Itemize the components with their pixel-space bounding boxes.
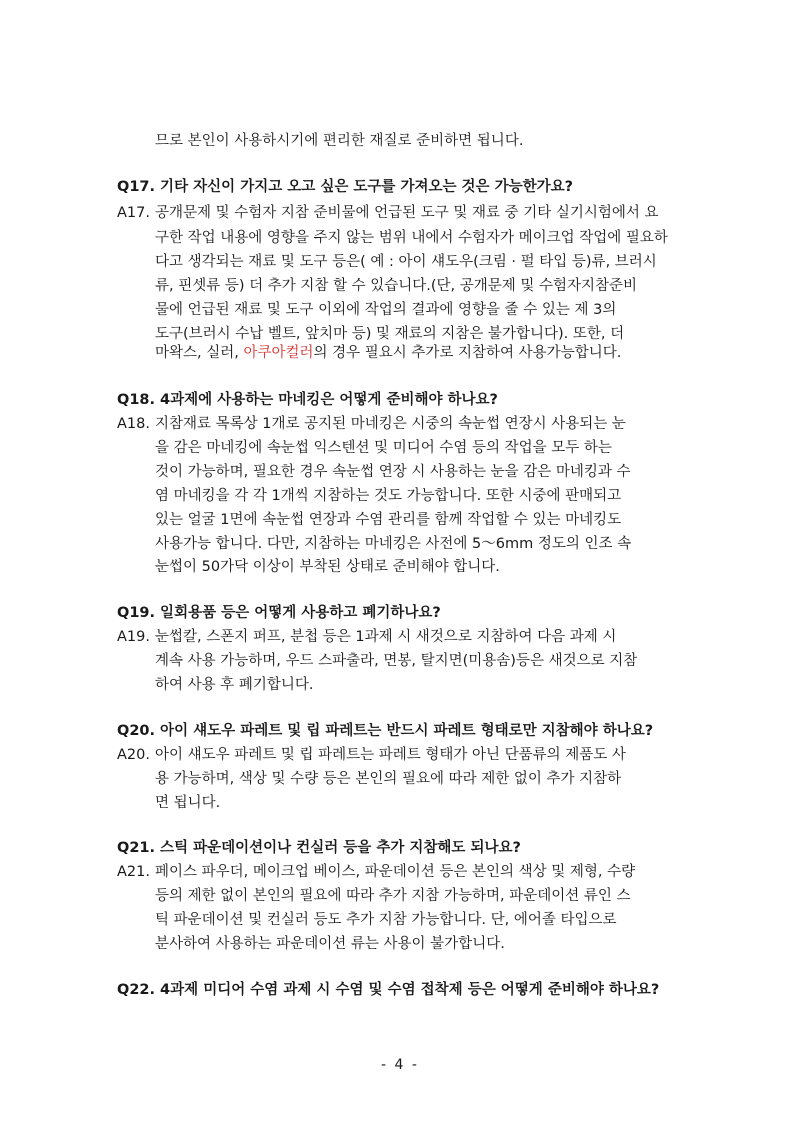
question-17: Q17. 기타 자신이 가지고 오고 싶은 도구를 가져오는 것은 가능한가요?: [117, 179, 574, 195]
answer-tag-18: A18.: [117, 416, 150, 432]
answer-18-line-5: 있는 얼굴 1면에 속눈썹 연장과 수염 관리를 함께 작업할 수 있는 마네킹도: [155, 512, 622, 528]
question-18: Q18. 4과제에 사용하는 마네킹은 어떻게 준비해야 하나요?: [117, 392, 498, 408]
answer-18-line-6: 사용가능 합니다. 다만, 지참하는 마네킹은 사전에 5～6mm 정도의 인조 속: [155, 536, 632, 552]
question-22: Q22. 4과제 미디어 수염 과제 시 수염 및 수염 접착제 등은 어떻게 준비해야 하나요?: [117, 982, 660, 998]
answer-21-line-3: 틱 파운데이션 및 컨실러 등도 추가 지참 가능합니다. 단, 에어졸 타입으로: [155, 912, 617, 928]
answer-19-line-1: 눈썹칼, 스폰지 퍼프, 분첩 등은 1과제 시 새것으로 지참하여 다음 과제 시: [155, 629, 617, 645]
answer-20-line-2: 용 가능하며, 색상 및 수량 등은 본인의 필요에 따라 제한 없이 추가 지참하: [155, 771, 622, 787]
answer-tag-19: A19.: [117, 629, 150, 645]
answer-21-line-4: 분사하여 사용하는 파운데이션 류는 사용이 불가합니다.: [155, 936, 505, 952]
intro-line: 므로 본인이 사용하시기에 편리한 재질로 준비하면 됩니다.: [155, 133, 524, 149]
answer-tag-20: A20.: [117, 747, 150, 763]
answer-17-line-7-end: 의 경우 필요시 추가로 지참하여 사용가능합니다.: [313, 345, 622, 361]
answer-18-line-1: 지참재료 목록상 1개로 공지된 마네킹은 시중의 속눈썹 연장시 사용되는 눈: [155, 416, 626, 432]
answer-19-line-3: 하여 사용 후 폐기합니다.: [155, 677, 314, 693]
answer-19-line-2: 계속 사용 가능하며, 우드 스파출라, 면봉, 탈지면(미용솜)등은 새것으로 지참: [155, 653, 638, 669]
answer-18-line-2: 을 감은 마네킹에 속눈썹 익스텐션 및 미디어 수염 등의 작업을 모두 하는: [155, 440, 612, 456]
answer-tag-17: A17.: [117, 205, 150, 221]
answer-17-line-6: 도구(브러시 수납 벨트, 앞치마 등) 및 재료의 지참은 불가합니다). 또한, 더: [155, 326, 625, 342]
answer-17-line-2: 구한 작업 내용에 영향을 주지 않는 범위 내에서 수험자가 메이크업 작업에 필요하: [155, 230, 668, 246]
answer-17-line-3: 다고 생각되는 재료 및 도구 등은( 예 : 아이 섀도우(크림 · 펄 타입 등)류, 브러시: [155, 254, 657, 270]
answer-tag-21: A21.: [117, 864, 150, 880]
page-number: - 4 -: [381, 1057, 419, 1073]
answer-18-line-4: 염 마네킹을 각 각 1개씩 지참하는 것도 가능합니다. 또한 시중에 판매되고: [155, 488, 622, 504]
answer-17-line-5: 물에 언급된 재료 및 도구 이외에 작업의 결과에 영향을 줄 수 있는 제 3의: [155, 302, 617, 318]
question-19: Q19. 일회용품 등은 어떻게 사용하고 폐기하나요?: [117, 605, 441, 621]
answer-17-line-7-start: 마왁스, 실러,: [155, 345, 244, 361]
answer-21-line-2: 등의 제한 없이 본인의 필요에 따라 추가 지참 가능하며, 파운데이션 류인 스: [155, 888, 631, 904]
highlighted-term: 아쿠아컬러: [243, 345, 314, 361]
answer-18-line-3: 것이 가능하며, 필요한 경우 속눈썹 연장 시 사용하는 눈을 감은 마네킹과 수: [155, 464, 631, 480]
answer-20-line-3: 면 됩니다.: [155, 795, 221, 811]
answer-17-line-7: [155, 343, 621, 363]
answer-18-line-7: 눈썹이 50가닥 이상이 부착된 상태로 준비해야 합니다.: [155, 559, 500, 575]
question-20: Q20. 아이 섀도우 파레트 및 립 파레트는 반드시 파레트 형태로만 지참해야 하나요?: [117, 723, 654, 739]
answer-20-line-1: 아이 섀도우 파레트 및 립 파레트는 파레트 형태가 아닌 단품류의 제품도 사: [155, 747, 626, 763]
question-21: Q21. 스틱 파운데이션이나 컨실러 등을 추가 지참해도 되나요?: [117, 840, 521, 856]
answer-21-line-1: 페이스 파우더, 메이크업 베이스, 파운데이션 등은 본인의 색상 및 제형, 수량: [155, 864, 636, 880]
answer-17-line-1: 공개문제 및 수험자 지참 준비물에 언급된 도구 및 재료 중 기타 실기시험에서 요: [155, 205, 659, 221]
answer-17-line-4: 류, 핀셋류 등) 더 추가 지참 할 수 있습니다.(단, 공개문제 및 수험자지참준비: [155, 278, 638, 294]
